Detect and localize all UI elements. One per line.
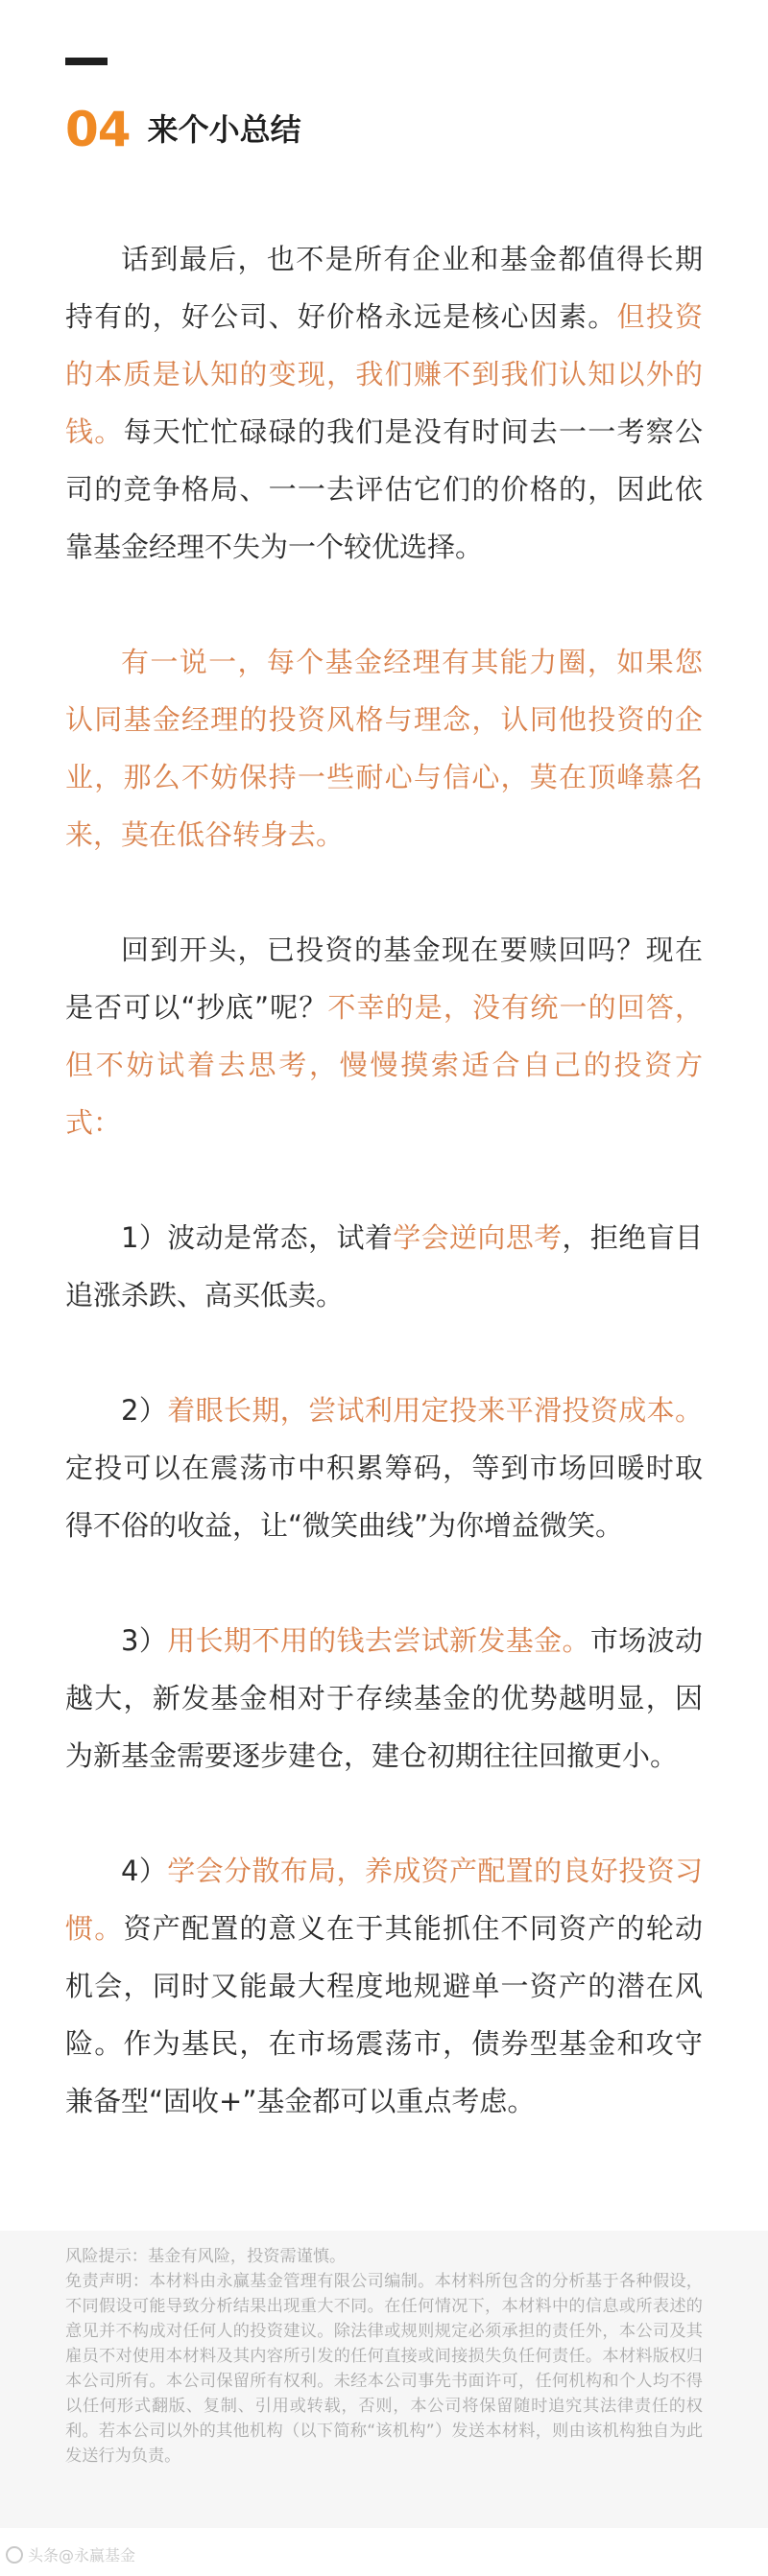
highlighted-text: 用长期不用的钱去尝试新发基金。 <box>167 1624 590 1657</box>
section-title: 来个小总结 <box>147 111 301 148</box>
disclaimer-box <box>0 2231 768 2528</box>
body-text: 每天忙忙碌碌的我们是没有时间去一一考察公司的竞争格局、一一去评估它们的价格的，因此依靠基金经理不失为一个较优选择。 <box>65 415 703 563</box>
section-header <box>65 96 301 163</box>
body-text: ，拒绝盲目追涨杀跌、高买低卖。 <box>65 1221 703 1312</box>
watermark-logo-icon <box>6 2546 23 2564</box>
section-number: 04 <box>65 102 131 157</box>
body-text: 3） <box>121 1624 168 1657</box>
article-paragraph <box>65 921 703 1151</box>
body-text: 4） <box>121 1855 168 1887</box>
body-text: 话到最后，也不是所有企业和基金都值得长期持有的，好公司、好价格永远是核心因素。 <box>65 243 703 333</box>
highlighted-text: 学会分散布局，养成资产配置的良好投资习惯。 <box>65 1855 703 1945</box>
article-paragraph <box>65 1842 703 2130</box>
article-paragraph <box>65 633 703 863</box>
body-text: 市场波动越大，新发基金相对于存续基金的优势越明显，因为新基金需要逐步建仓，建仓初期往往回撤更小。 <box>65 1624 703 1772</box>
article-paragraph <box>65 1612 703 1784</box>
highlighted-text: 着眼长期，尝试利用定投来平滑投资成本。 <box>167 1394 703 1427</box>
body-text: 回到开头，已投资的基金现在要赎回吗？现在是否可以“抄底”呢？ <box>65 934 703 1024</box>
article-paragraph <box>65 1382 703 1554</box>
disclaimer-statement: 免责声明：本材料由永赢基金管理有限公司编制。本材料所包含的分析基于各种假设，不同假设可能导致分析结果出现重大不同。在任何情况下，本材料中的信息或所表述的意见并不构成对任何人的投资建议。除法律或规则规定必须承担的责任外，本公司及其雇员不对使用本材料及其内容所引发的任何直接或间接损失负任何责任。本材料版权归本公司所有。本公司保留所有权利。未经本公司事先书面许可，任何机构和个人均不得以任何形式翻版、复制、引用或转载，否则，本公司将保留随时追究其法律责任的权利。若本公司以外的其他机构（以下简称“该机构”）发送本材料，则由该机构独自为此发送行为负责。 <box>65 2272 703 2466</box>
article-body <box>65 230 703 2187</box>
body-text: 1）波动是常态，试着 <box>121 1221 394 1254</box>
body-text: 2） <box>121 1394 168 1427</box>
highlighted-text: 不幸的是，没有统一的回答，但不妨试着去思考，慢慢摸索适合自己的投资方式： <box>65 991 703 1139</box>
highlighted-text: 学会逆向思考 <box>393 1221 563 1254</box>
body-text: 定投可以在震荡市中积累筹码，等到市场回暖时取得不俗的收益，让“微笑曲线”为你增益微笑。 <box>65 1452 703 1542</box>
source-watermark <box>6 2543 135 2565</box>
section-divider-bar <box>65 58 108 65</box>
risk-tip: 风险提示：基金有风险，投资需谨慎。 <box>65 2247 347 2266</box>
watermark-text: 头条@永赢基金 <box>28 2546 136 2564</box>
highlighted-text: 但投资的本质是认知的变现，我们赚不到我们认知以外的钱。 <box>65 300 703 448</box>
article-paragraph <box>65 1209 703 1324</box>
highlighted-text: 有一说一，每个基金经理有其能力圈，如果您认同基金经理的投资风格与理念，认同他投资的企业，那么不妨保持一些耐心与信心，莫在顶峰慕名来，莫在低谷转身去。 <box>65 646 703 851</box>
article-paragraph <box>65 230 703 576</box>
body-text: 资产配置的意义在于其能抓住不同资产的轮动机会，同时又能最大程度地规避单一资产的潜在风险。作为基民，在市场震荡市，债券型基金和攻守兼备型“固收+”基金都可以重点考虑。 <box>65 1912 703 2117</box>
